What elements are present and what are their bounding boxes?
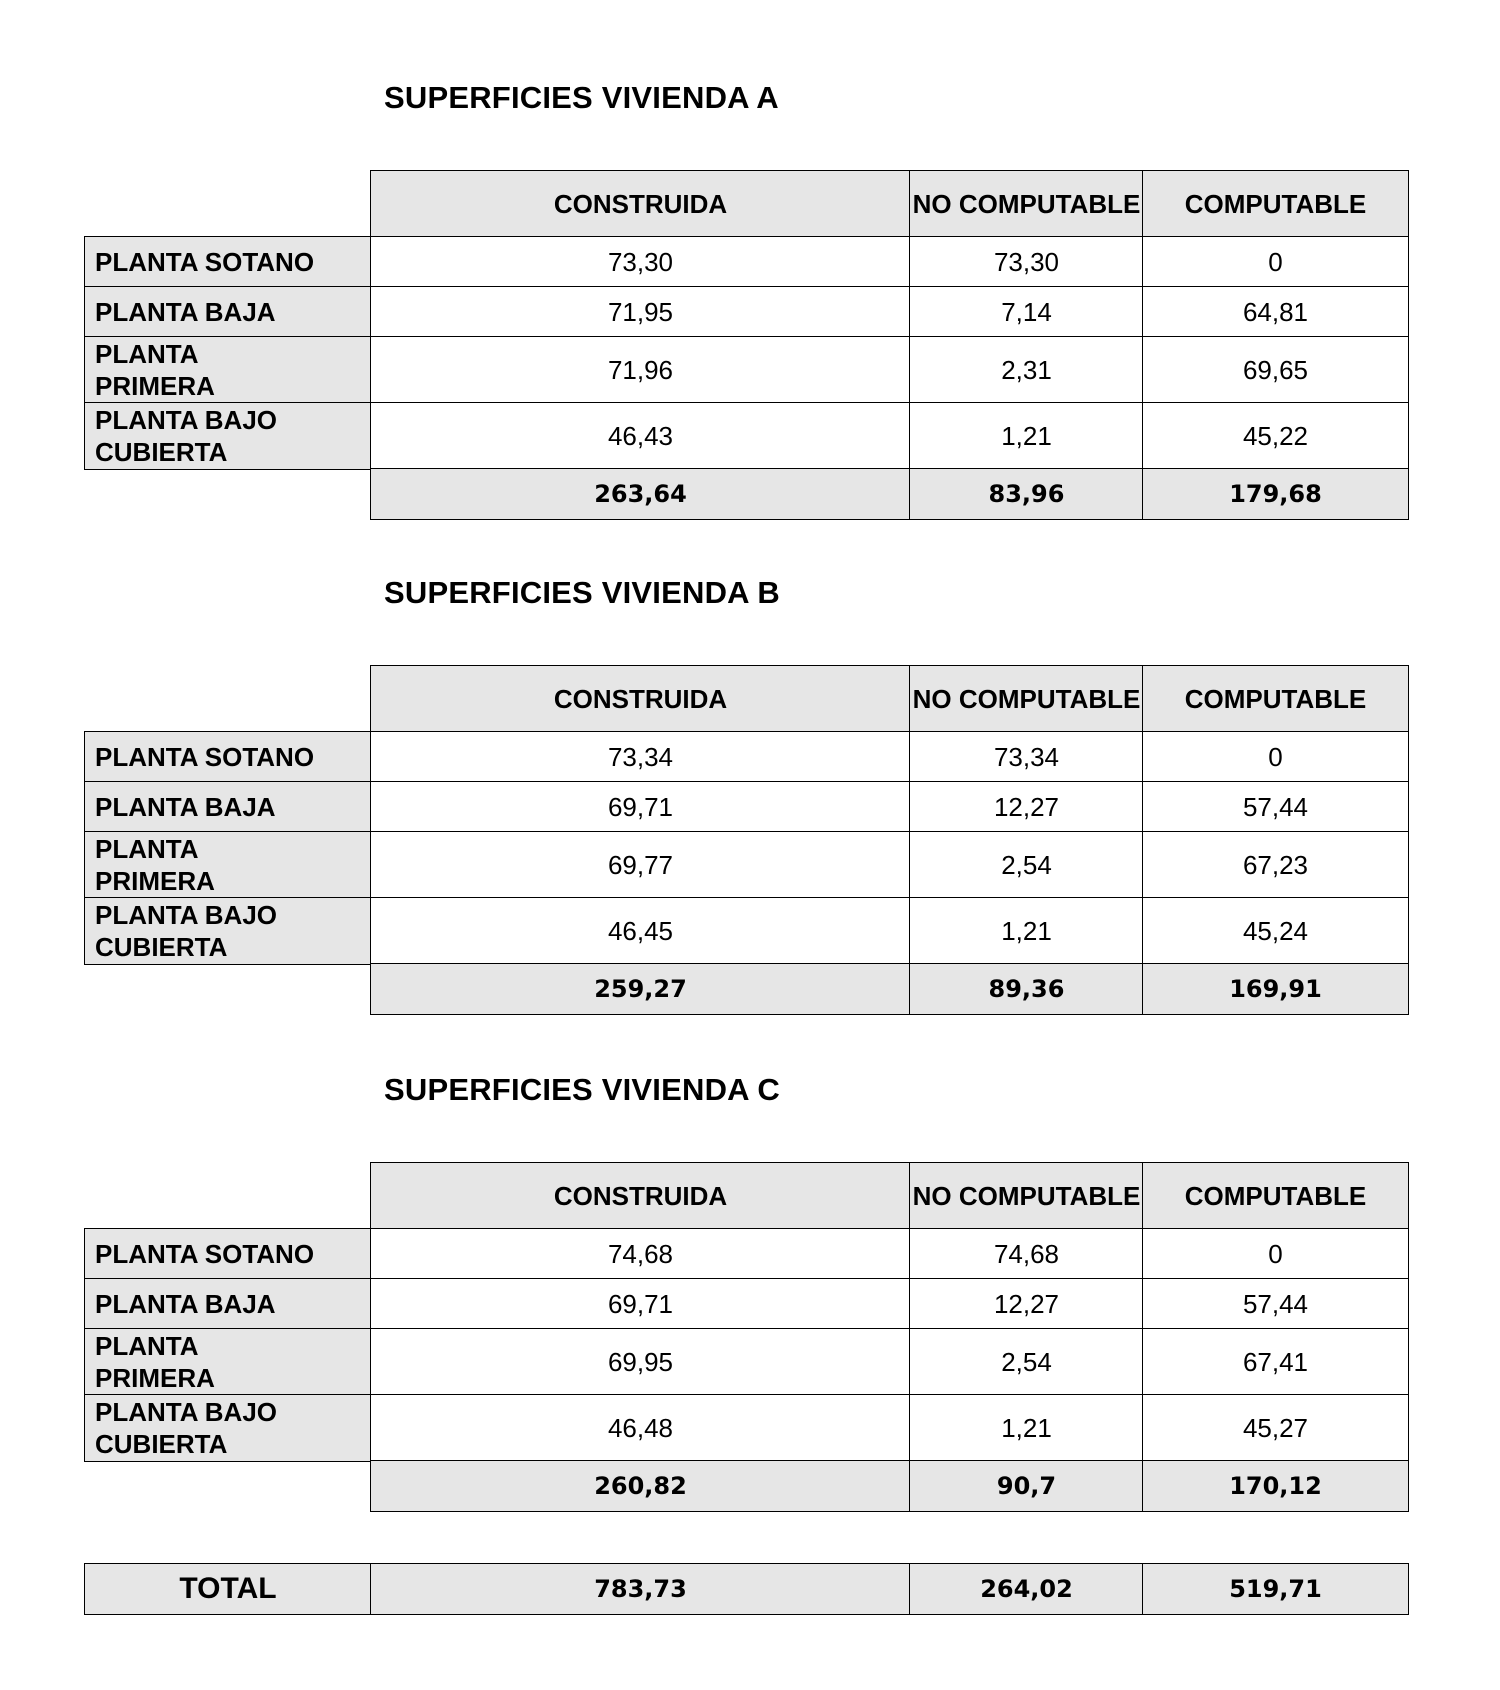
cell-computable: 67,23 [1142,831,1409,899]
cell-computable: 0 [1142,731,1409,783]
total-construida: 263,64 [370,468,911,520]
total-construida: 259,27 [370,963,911,1015]
cell-no-computable: 12,27 [909,781,1144,833]
cell-no-computable: 7,14 [909,286,1144,338]
column-header-no-computable: NO COMPUTABLE [909,665,1144,733]
row-label: PLANTA PRIMERA [84,831,372,899]
cell-computable: 67,41 [1142,1328,1409,1396]
column-header-computable: COMPUTABLE [1142,665,1409,733]
cell-construida: 71,95 [370,286,911,338]
cell-no-computable: 74,68 [909,1228,1144,1280]
cell-construida: 46,43 [370,402,911,470]
row-label: PLANTA BAJA [84,286,372,338]
column-header-computable: COMPUTABLE [1142,170,1409,238]
cell-no-computable: 12,27 [909,1278,1144,1330]
table-c [84,1162,1404,1514]
column-header-computable: COMPUTABLE [1142,1162,1409,1230]
grand-total-no-computable: 264,02 [909,1563,1144,1615]
total-no-computable: 83,96 [909,468,1144,520]
cell-construida: 46,45 [370,897,911,965]
cell-no-computable: 1,21 [909,402,1144,470]
grand-total-label: TOTAL [84,1563,372,1615]
grand-total-table [84,1563,1404,1617]
column-header-no-computable: NO COMPUTABLE [909,170,1144,238]
cell-construida: 71,96 [370,336,911,404]
row-label: PLANTA BAJO CUBIERTA [84,402,372,470]
row-label: PLANTA BAJO CUBIERTA [84,1394,372,1462]
total-no-computable: 90,7 [909,1460,1144,1512]
cell-computable: 57,44 [1142,1278,1409,1330]
table-b-title: SUPERFICIES VIVIENDA B [384,575,780,610]
cell-construida: 74,68 [370,1228,911,1280]
total-computable: 179,68 [1142,468,1409,520]
cell-no-computable: 1,21 [909,897,1144,965]
total-computable: 169,91 [1142,963,1409,1015]
column-header-construida: CONSTRUIDA [370,665,911,733]
table-c-title: SUPERFICIES VIVIENDA C [384,1072,780,1107]
cell-computable: 0 [1142,1228,1409,1280]
cell-construida: 73,30 [370,236,911,288]
table-b [84,665,1404,1017]
cell-construida: 69,77 [370,831,911,899]
row-label: PLANTA BAJA [84,781,372,833]
total-computable: 170,12 [1142,1460,1409,1512]
table-a-title: SUPERFICIES VIVIENDA A [384,80,779,115]
row-label: PLANTA SOTANO [84,1228,372,1280]
cell-no-computable: 73,34 [909,731,1144,783]
column-header-construida: CONSTRUIDA [370,1162,911,1230]
row-label: PLANTA SOTANO [84,731,372,783]
total-no-computable: 89,36 [909,963,1144,1015]
row-label: PLANTA BAJO CUBIERTA [84,897,372,965]
cell-no-computable: 2,54 [909,831,1144,899]
row-label: PLANTA SOTANO [84,236,372,288]
cell-computable: 64,81 [1142,286,1409,338]
total-construida: 260,82 [370,1460,911,1512]
column-header-construida: CONSTRUIDA [370,170,911,238]
cell-construida: 69,71 [370,781,911,833]
cell-no-computable: 2,54 [909,1328,1144,1396]
grand-total-construida: 783,73 [370,1563,911,1615]
cell-computable: 57,44 [1142,781,1409,833]
cell-construida: 69,95 [370,1328,911,1396]
cell-computable: 69,65 [1142,336,1409,404]
column-header-no-computable: NO COMPUTABLE [909,1162,1144,1230]
cell-computable: 45,27 [1142,1394,1409,1462]
cell-no-computable: 2,31 [909,336,1144,404]
cell-computable: 0 [1142,236,1409,288]
cell-no-computable: 73,30 [909,236,1144,288]
cell-computable: 45,24 [1142,897,1409,965]
grand-total-computable: 519,71 [1142,1563,1409,1615]
cell-construida: 73,34 [370,731,911,783]
cell-construida: 46,48 [370,1394,911,1462]
cell-computable: 45,22 [1142,402,1409,470]
row-label: PLANTA PRIMERA [84,336,372,404]
table-a [84,170,1404,522]
row-label: PLANTA PRIMERA [84,1328,372,1396]
cell-no-computable: 1,21 [909,1394,1144,1462]
cell-construida: 69,71 [370,1278,911,1330]
row-label: PLANTA BAJA [84,1278,372,1330]
